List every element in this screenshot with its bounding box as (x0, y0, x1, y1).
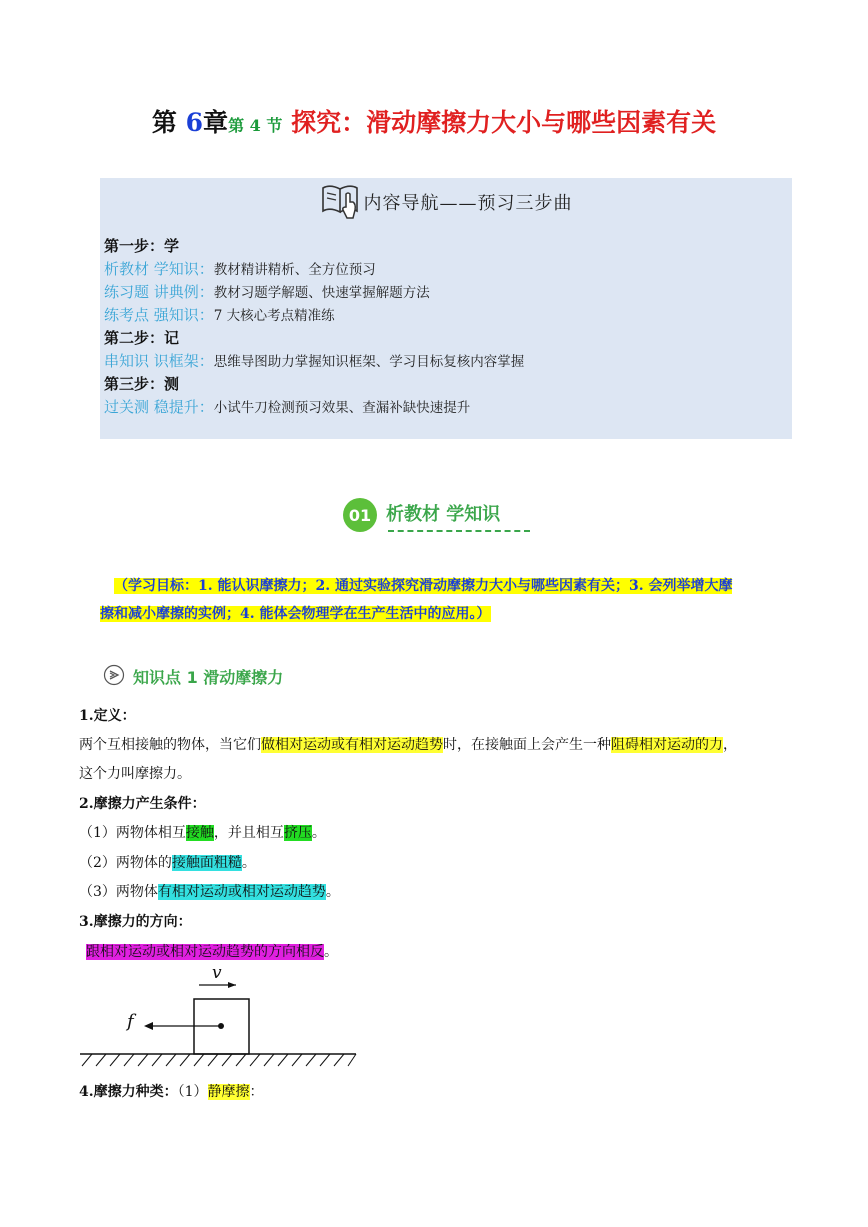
condition-3: （3）两物体有相对运动或相对运动趋势。 (79, 884, 340, 900)
nav-header (100, 178, 792, 226)
definition-heading: 1.定义： (79, 708, 136, 724)
nav-title: 内容导航——预习三步曲 (363, 193, 573, 214)
condition-1: （1）两物体相互接触，并且相互挤压。 (79, 825, 326, 841)
section-heading: 析教材 学知识 (386, 504, 501, 525)
friction-diagram (78, 962, 360, 1074)
section-number-icon (340, 495, 380, 539)
nav-item: 析教材 学知识：教材精讲精析、全方位预习 (104, 260, 376, 278)
direction-text: 跟相对运动或相对运动趋势的方向相反。 (86, 944, 338, 960)
step-2: 第二步：记 (104, 329, 180, 347)
nav-item: 练习题 讲典例：教材习题学解题、快速掌握解题方法 (104, 283, 430, 301)
book-pointer-icon (320, 180, 362, 224)
direction-heading: 3.摩擦力的方向： (79, 914, 192, 930)
svg-text:f: f (127, 1011, 134, 1032)
svg-text:01: 01 (348, 506, 372, 525)
types-line: 4.摩擦力种类：（1）静摩擦： (79, 1084, 264, 1100)
section-divider (388, 530, 530, 532)
nav-item: 过关测 稳提升：小试牛刀检测预习效果、查漏补缺快速提升 (104, 398, 471, 416)
knowledge-point-heading: 知识点 1 滑动摩擦力 (133, 668, 284, 687)
page-title: 第 6章第 4 节 探究：滑动摩擦力大小与哪些因素有关 (151, 108, 717, 137)
condition-2: （2）两物体的接触面粗糙。 (79, 855, 256, 871)
content-navigation-box (100, 178, 792, 439)
definition-text: 两个互相接触的物体，当它们做相对运动或有相对运动趋势时，在接触面上会产生一种阻碍相对运动的力， (79, 737, 737, 753)
learning-goals: （学习目标：1. 能认识摩擦力；2. 通过实验探究滑动摩擦力大小与哪些因素有关；3. 会列举增大摩 擦和减小摩擦的实例；4. 能体会物理学在生产生活中的应用。） (100, 578, 733, 622)
svg-text:v: v (212, 963, 222, 983)
nav-item: 串知识 识框架：思维导图助力掌握知识框架、学习目标复核内容掌握 (104, 352, 525, 370)
definition-text-2: 这个力叫摩擦力。 (79, 766, 191, 782)
nav-item: 练考点 强知识：7 大核心考点精准练 (104, 306, 335, 324)
step-1: 第一步：学 (104, 237, 180, 255)
arrow-circle-icon (103, 664, 125, 690)
conditions-heading: 2.摩擦力产生条件： (79, 796, 206, 812)
step-3: 第三步：测 (104, 375, 180, 393)
section-label: 第 4 节 (228, 116, 283, 135)
title-main: 探究：滑动摩擦力大小与哪些因素有关 (291, 108, 717, 137)
